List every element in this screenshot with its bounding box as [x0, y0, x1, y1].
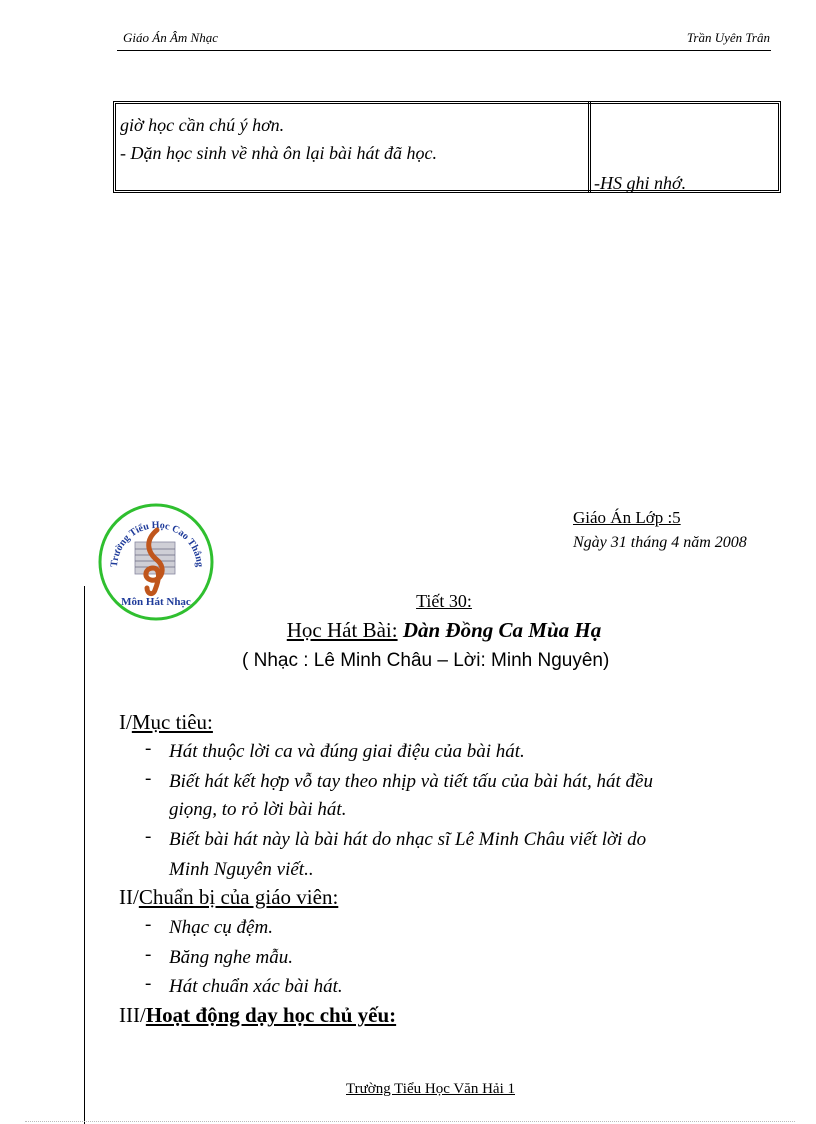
bullet-dash: -: [145, 944, 152, 965]
section-1-heading: [119, 710, 213, 735]
section-1-title: Mục tiêu:: [131, 710, 213, 734]
section-2-heading: [119, 885, 338, 910]
s1-item-2: Biết hát kết hợp vỗ tay theo nhịp và tiết tấu của bài hát, hát đều: [169, 771, 653, 792]
lesson-period: [0, 591, 816, 612]
section-2-title: Chuẩn bị của giáo viên:: [138, 885, 339, 909]
bullet-dash: -: [145, 973, 152, 994]
header-left: Giáo Án Âm Nhạc: [123, 30, 218, 45]
section-1-number: I/: [119, 710, 132, 734]
section-3-heading: [119, 1003, 396, 1028]
header-rule: [117, 50, 771, 51]
table-left-line-1: giờ học cần chú ý hơn.: [120, 115, 285, 135]
left-margin-line: [84, 586, 85, 1124]
table-left-line-2: - Dặn học sinh về nhà ôn lại bài hát đã học.: [120, 143, 437, 163]
class-label: Giáo Án Lớp :5: [573, 508, 681, 527]
section-3-number: III/: [119, 1003, 146, 1027]
s1-item-2-cont: giọng, to rỏ lời bài hát.: [169, 799, 347, 820]
s1-item-3: Biết bài hát này là bài hát do nhạc sĩ Lê Minh Châu viết lời do: [169, 829, 647, 850]
table-divider: [588, 101, 591, 193]
page-footer: Trường Tiểu Học Văn Hải 1: [346, 1081, 515, 1097]
table-right-text: -HS ghi nhớ.: [594, 173, 687, 193]
bullet-dash: -: [145, 914, 152, 935]
lesson-title-prefix: Học Hát Bài:: [286, 618, 398, 642]
logo-arc-text: Trường Tiểu Học Cao Thắng: [108, 519, 206, 568]
section-3-title: Hoạt động dạy học chủ yếu:: [145, 1003, 397, 1027]
lesson-date: Ngày 31 tháng 4 năm 2008: [573, 534, 747, 551]
lesson-period-text: Tiết 30:: [416, 591, 472, 611]
s1-item-1: Hát thuộc lời ca và đúng giai điệu của bài hát.: [169, 741, 525, 762]
bullet-dash: -: [145, 738, 152, 759]
lesson-title: [0, 618, 816, 643]
s2-item-3: Hát chuẩn xác bài hát.: [169, 976, 343, 997]
bullet-dash: -: [145, 826, 152, 847]
page-bottom-dotted-line: [25, 1121, 795, 1122]
s2-item-2: Băng nghe mẫu.: [169, 947, 294, 968]
logo-bottom-text: Môn Hát Nhạc: [121, 596, 191, 608]
s2-item-1: Nhạc cụ đệm.: [169, 917, 273, 938]
s1-item-3-cont: Minh Nguyên viết..: [169, 859, 314, 880]
bullet-dash: -: [145, 768, 152, 789]
lesson-credits: ( Nhạc : Lê Minh Châu – Lời: Minh Nguyên): [242, 650, 610, 671]
section-2-number: II/: [119, 885, 139, 909]
header-right: Trần Uyên Trân: [686, 30, 770, 45]
lesson-song-title: Dàn Đồng Ca Mùa Hạ: [402, 618, 602, 642]
